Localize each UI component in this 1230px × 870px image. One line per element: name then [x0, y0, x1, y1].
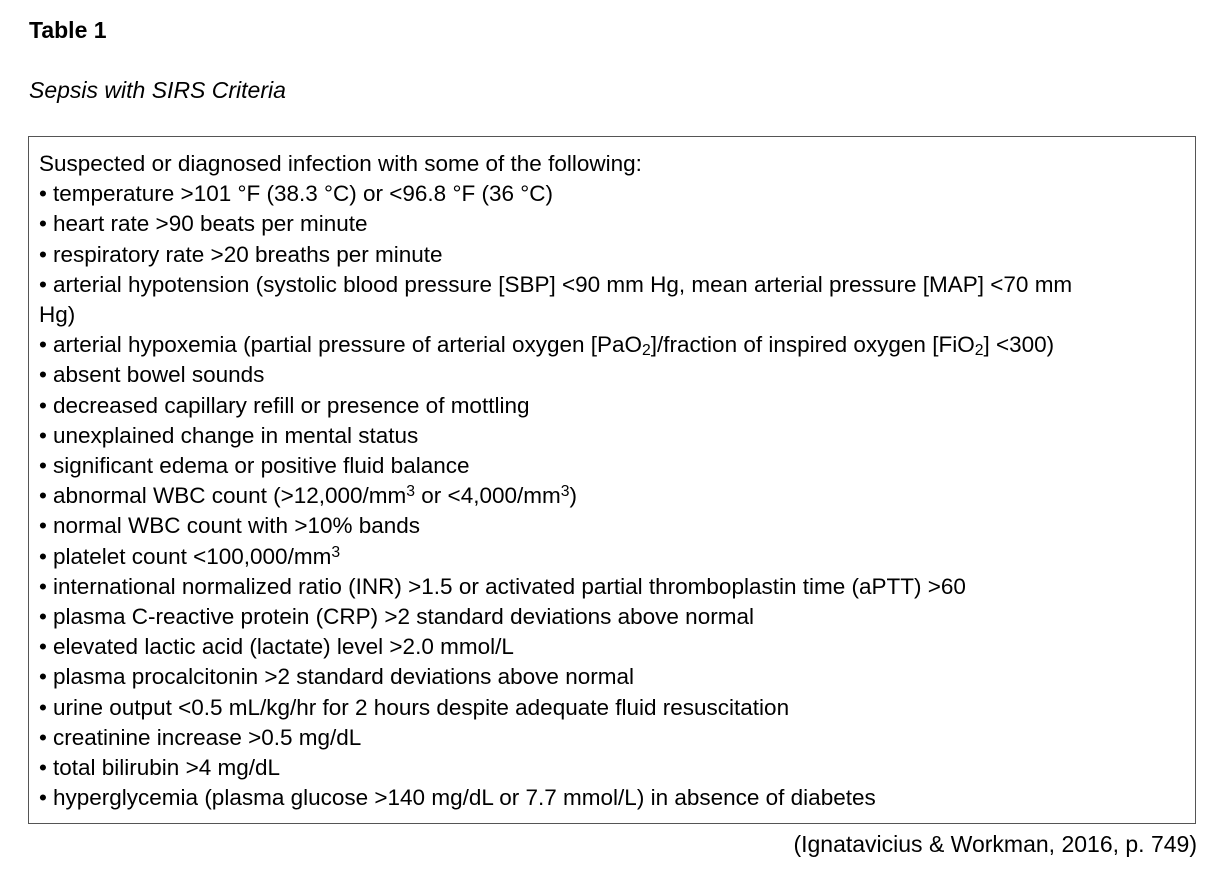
criteria-text: creatinine increase >0.5 mg/dL: [53, 724, 362, 750]
criteria-box: [28, 136, 1196, 824]
bullet-icon: •: [39, 271, 47, 297]
criteria-text: urine output <0.5 mL/kg/hr for 2 hours despite adequate fluid resuscitation: [53, 694, 790, 720]
criteria-list: [39, 179, 1185, 813]
criteria-text: unexplained change in mental status: [53, 422, 419, 448]
table-label: Table 1: [29, 17, 107, 43]
bullet-icon: •: [39, 422, 47, 448]
bullet-icon: •: [39, 332, 47, 358]
criteria-item: [39, 451, 1185, 481]
criteria-item: [39, 753, 1185, 783]
bullet-icon: •: [39, 755, 47, 781]
table-title: Sepsis with SIRS Criteria: [29, 77, 286, 103]
bullet-icon: •: [39, 513, 47, 539]
bullet-icon: •: [39, 241, 47, 267]
bullet-icon: •: [39, 634, 47, 660]
bullet-icon: •: [39, 453, 47, 479]
superscript: 3: [406, 483, 416, 501]
criteria-item: [39, 511, 1185, 541]
criteria-text: platelet count <100,000/mm: [53, 543, 332, 569]
subscript: 2: [642, 342, 651, 360]
criteria-text: heart rate >90 beats per minute: [53, 211, 368, 237]
criteria-item: [39, 179, 1185, 209]
criteria-text: arterial hypoxemia (partial pressure of arterial oxygen [PaO: [53, 332, 643, 358]
bullet-icon: •: [39, 604, 47, 630]
criteria-item: [39, 481, 1185, 511]
criteria-text: elevated lactic acid (lactate) level >2.0 mmol/L: [53, 634, 514, 660]
criteria-item: [39, 330, 1185, 360]
subscript: 2: [974, 342, 984, 360]
criteria-item: [39, 270, 1099, 330]
superscript: 3: [331, 543, 341, 561]
criteria-item: [39, 391, 1185, 421]
bullet-icon: •: [39, 573, 47, 599]
bullet-icon: •: [39, 483, 47, 509]
citation: (Ignatavicius & Workman, 2016, p. 749): [793, 831, 1197, 857]
criteria-item: [39, 360, 1185, 390]
criteria-text: total bilirubin >4 mg/dL: [53, 755, 281, 781]
criteria-item: [39, 783, 1185, 813]
criteria-item: [39, 572, 1185, 602]
criteria-item: [39, 542, 1185, 572]
criteria-text: significant edema or positive fluid balance: [53, 453, 470, 479]
criteria-item: [39, 693, 1185, 723]
criteria-text: ] <300): [983, 332, 1055, 358]
criteria-item: [39, 209, 1185, 239]
criteria-text: respiratory rate >20 breaths per minute: [53, 241, 443, 267]
criteria-text: ): [569, 483, 578, 509]
criteria-item: [39, 240, 1185, 270]
bullet-icon: •: [39, 694, 47, 720]
criteria-item: [39, 723, 1185, 753]
criteria-intro: Suspected or diagnosed infection with some of the following:: [39, 151, 642, 176]
criteria-item: [39, 632, 1185, 662]
criteria-text: absent bowel sounds: [53, 362, 265, 388]
bullet-icon: •: [39, 664, 47, 690]
criteria-text: hyperglycemia (plasma glucose >140 mg/dL or 7.7 mmol/L) in absence of diabetes: [53, 785, 876, 811]
criteria-text: plasma C-reactive protein (CRP) >2 standard deviations above normal: [53, 604, 754, 630]
criteria-text: decreased capillary refill or presence of mottling: [53, 392, 530, 418]
bullet-icon: •: [39, 362, 47, 388]
criteria-text: abnormal WBC count (>12,000/mm: [53, 483, 407, 509]
bullet-icon: •: [39, 543, 47, 569]
bullet-icon: •: [39, 211, 47, 237]
criteria-item: [39, 662, 1185, 692]
criteria-text: ]/fraction of inspired oxygen [FiO: [650, 332, 975, 358]
bullet-icon: •: [39, 181, 47, 207]
criteria-text: temperature >101 °F (38.3 °C) or <96.8 °F (36 °C): [53, 181, 553, 207]
superscript: 3: [560, 483, 570, 501]
criteria-item: [39, 421, 1185, 451]
criteria-item: [39, 602, 1185, 632]
criteria-text: normal WBC count with >10% bands: [53, 513, 421, 539]
criteria-text: arterial hypotension (systolic blood pressure [SBP] <90 mm Hg, mean arterial pressure [MAP] <70 mm Hg): [39, 271, 1073, 328]
bullet-icon: •: [39, 785, 47, 811]
criteria-text: or <4,000/mm: [415, 483, 561, 509]
bullet-icon: •: [39, 724, 47, 750]
criteria-text: plasma procalcitonin >2 standard deviations above normal: [53, 664, 634, 690]
criteria-text: international normalized ratio (INR) >1.5 or activated partial thromboplastin time (aPTT) >60: [53, 573, 966, 599]
bullet-icon: •: [39, 392, 47, 418]
